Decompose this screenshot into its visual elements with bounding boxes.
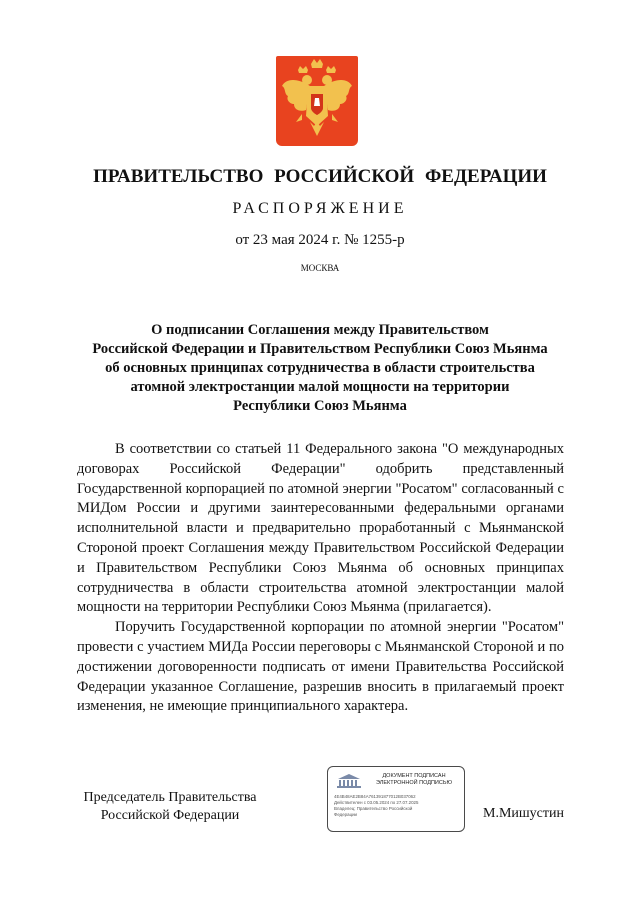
document-type: РАСПОРЯЖЕНИЕ [232, 200, 408, 217]
government-building-icon [334, 772, 364, 790]
body-paragraph: Поручить Государственной корпорации по атомной энергии "Росатом" провести с участием МИДа России переговоры с Мьянманской Стороной и по достижении договоренности подписать от имени Правительства Российской Федерации указанное Соглашение, разрешив вносить в прилагаемый проект изменения, не имеющие принципиального характера. [77, 619, 564, 715]
signer-position-line: Российской Федерации [100, 808, 240, 823]
date-and-number: от 23 мая 2024 г. № 1255-р [235, 232, 405, 248]
stamp-owner: Федерации [334, 812, 357, 817]
signer-position [60, 789, 280, 825]
signer-name: М.Мишустин [483, 806, 564, 821]
document-heading [60, 321, 580, 416]
stamp-serial: 4E4B48AE2B84A761391877012B037062 [334, 794, 416, 799]
coat-of-arms-icon [276, 56, 358, 146]
stamp-title [368, 773, 460, 787]
heading-line: Российской Федерации и Правительством Республики Союз Мьянма [92, 341, 548, 357]
heading-line: О подписании Соглашения между Правительством [151, 322, 489, 338]
city: МОСКВА [300, 263, 340, 273]
heading-line: об основных принципах сотрудничества в области строительства [105, 360, 535, 376]
heading-line: атомной электростанции малой мощности на территории [130, 379, 510, 395]
stamp-owner: Владелец: Правительство Российской [334, 806, 413, 811]
coat-of-arms-emblem [276, 56, 358, 146]
stamp-title-line: ЭЛЕКТРОННОЙ ПОДПИСЬЮ [375, 780, 453, 786]
stamp-details [334, 794, 462, 818]
body-paragraph: В соответствии со статьей 11 Федерального закона "О международных договорах Российской Федерации" одобрить представленный Государственной корпорацией по атомной энергии "Росатом" согласованный с МИДом России и другими заинтересованными федеральными органами исполнительной власти и предварительно проработанный с Мьянманской Стороной проект Соглашения между Правительством Российской Федерации и Правительством Республики Союз Мьянма об основных принципах сотрудничества в области строительства атомной электростанции малой мощности на территории Республики Союз Мьянма (прилагается). [77, 441, 564, 616]
stamp-validity: Действителен с 03.05.2024 по 27.07.2025 [334, 800, 419, 805]
heading-line: Республики Союз Мьянма [233, 398, 407, 414]
government-title: ПРАВИТЕЛЬСТВО РОССИЙСКОЙ ФЕДЕРАЦИИ [93, 166, 547, 187]
electronic-signature-stamp [327, 766, 465, 832]
stamp-title-line: ДОКУМЕНТ ПОДПИСАН [382, 773, 446, 779]
signer-position-line: Председатель Правительства [83, 790, 257, 805]
document-body [77, 440, 564, 717]
